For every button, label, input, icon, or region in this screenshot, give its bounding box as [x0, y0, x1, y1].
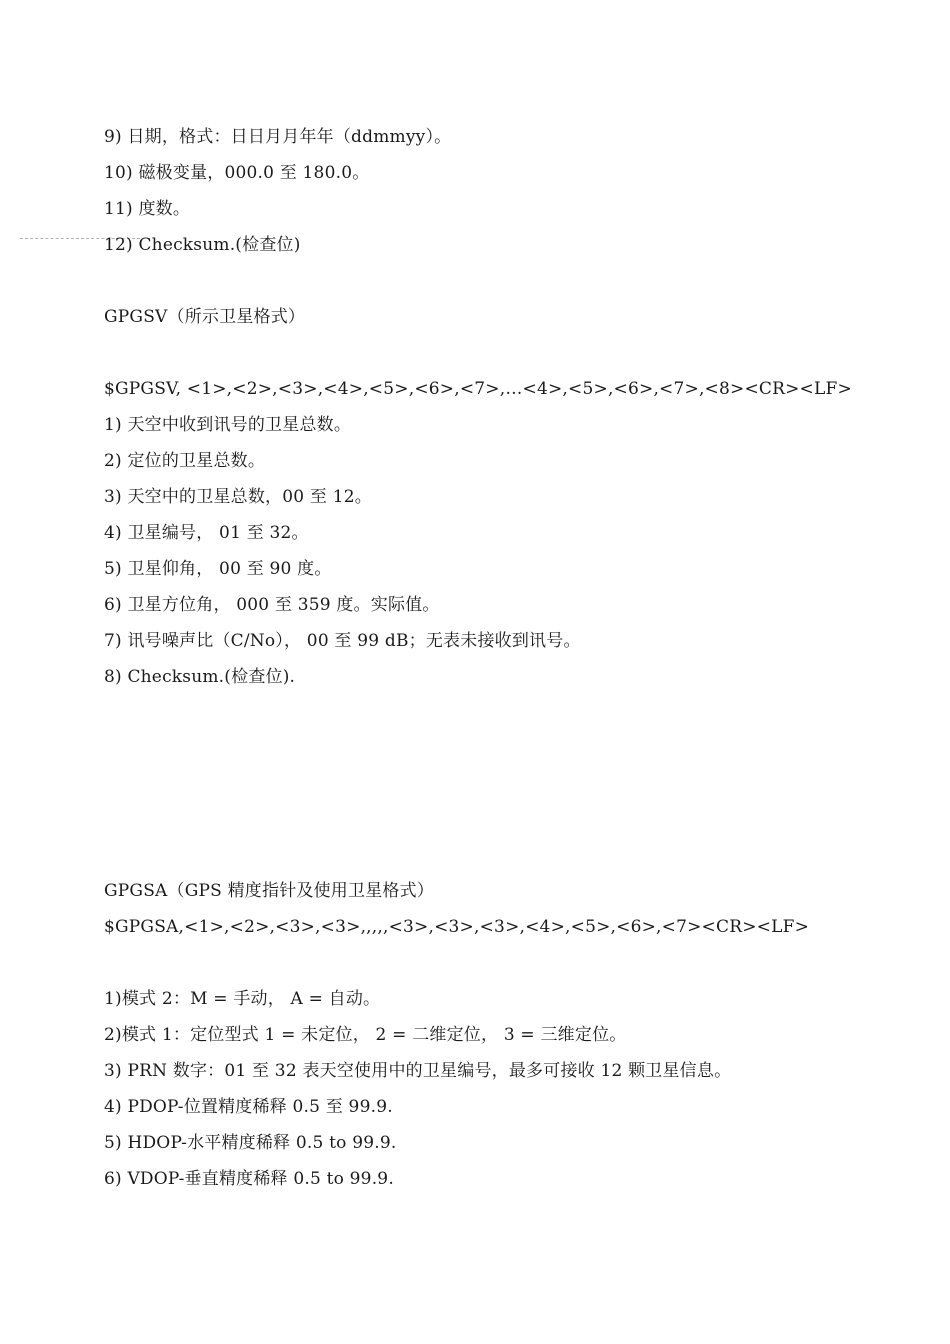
- gpgsa-sentence: $GPGSA,<1>,<2>,<3>,<3>,,,,,<3>,<3>,<3>,<4>,<5>,<6>,<7><CR><LF>: [104, 917, 810, 937]
- gpgsa-item: 3) PRN 数字：01 至 32 表天空使用中的卫星编号，最多可接收 12 颗卫星信息。: [104, 1061, 732, 1081]
- gpgsv-item: 7) 讯号噪声比（C/No）， 00 至 99 dB；无表未接收到讯号。: [104, 631, 581, 651]
- gpgsa-item: 4) PDOP-位置精度稀释 0.5 至 99.9.: [104, 1097, 393, 1117]
- gpgsa-item: 5) HDOP-水平精度稀释 0.5 to 99.9.: [104, 1133, 397, 1153]
- gpgsv-item: 4) 卫星编号， 01 至 32。: [104, 523, 309, 543]
- gpgsv-item: 8) Checksum.(检查位).: [104, 667, 296, 687]
- list-item-checksum: 12) Checksum.(检查位): [104, 235, 301, 255]
- list-item-date: 9) 日期，格式：日日月月年年（ddmmyy）。: [104, 127, 452, 147]
- gpgsv-item: 1) 天空中收到讯号的卫星总数。: [104, 415, 352, 435]
- gpgsa-item: 6) VDOP-垂直精度稀释 0.5 to 99.9.: [104, 1169, 394, 1189]
- gpgsv-heading: GPGSV（所示卫星格式）: [104, 307, 306, 327]
- gpgsa-heading: GPGSA（GPS 精度指针及使用卫星格式）: [104, 881, 434, 901]
- list-item-degrees: 11) 度数。: [104, 199, 191, 219]
- gpgsv-item: 3) 天空中的卫星总数，00 至 12。: [104, 487, 372, 507]
- gpgsv-item: 6) 卫星方位角， 000 至 359 度。实际值。: [104, 595, 440, 615]
- list-item-magnetic-variation: 10) 磁极变量，000.0 至 180.0。: [104, 163, 370, 183]
- gpgsv-sentence: $GPGSV, <1>,<2>,<3>,<4>,<5>,<6>,<7>,…<4>,<5>,<6>,<7>,<8><CR><LF>: [104, 379, 852, 399]
- gpgsa-item: 2)模式 1：定位型式 1 = 未定位， 2 = 二维定位， 3 = 三维定位。: [104, 1025, 627, 1045]
- gpgsv-item: 5) 卫星仰角， 00 至 90 度。: [104, 559, 332, 579]
- gpgsa-item: 1)模式 2：M = 手动， A = 自动。: [104, 989, 381, 1009]
- gpgsv-item: 2) 定位的卫星总数。: [104, 451, 266, 471]
